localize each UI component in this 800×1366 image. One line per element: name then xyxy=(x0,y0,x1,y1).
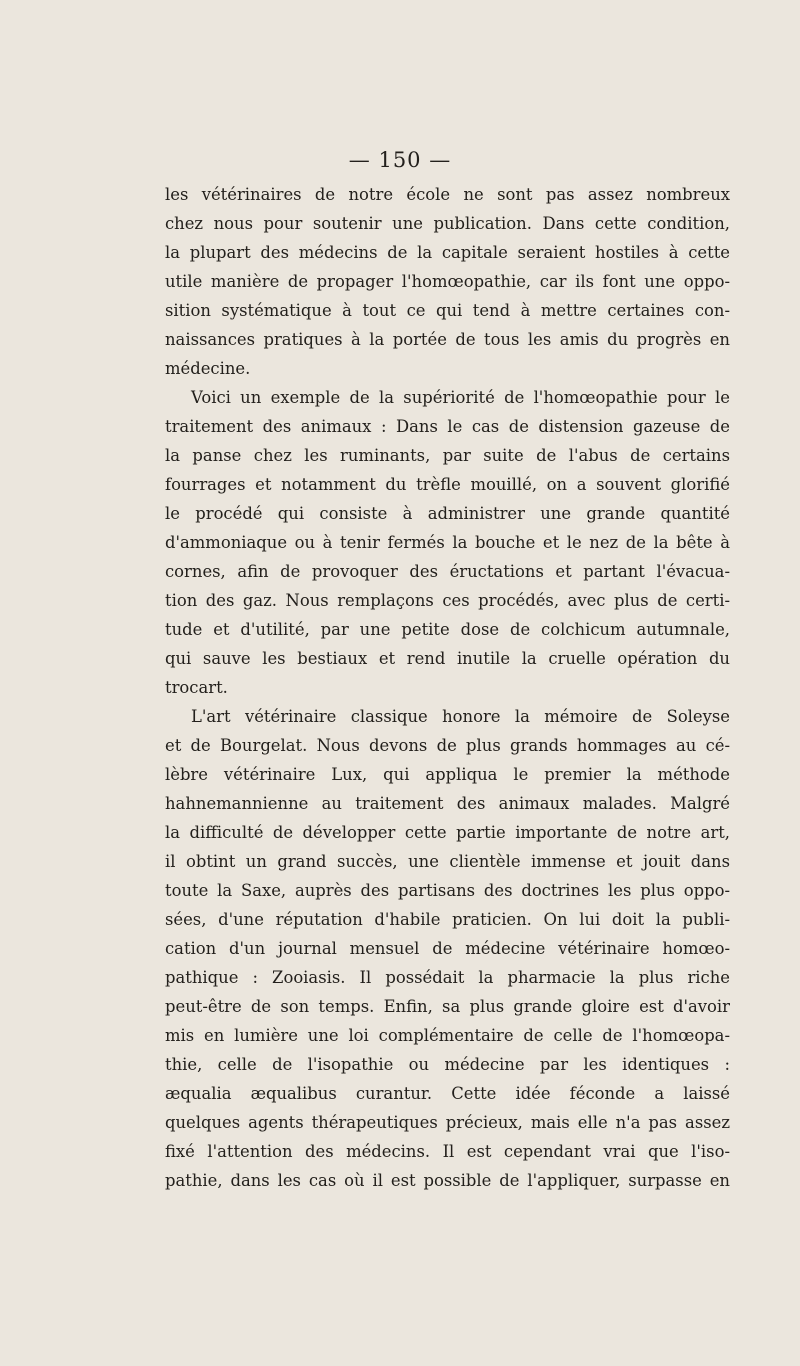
text-line: médecine. xyxy=(165,359,251,378)
text-line: fixé l'attention des médecins. Il est cependant vrai que l'iso- xyxy=(165,1142,730,1161)
text-line: fourrages et notamment du trèfle mouillé, on a souvent glorifié xyxy=(165,475,730,494)
text-line: cation d'un journal mensuel de médecine vétérinaire homœo- xyxy=(165,939,730,958)
text-line: la difficulté de développer cette partie importante de notre art, xyxy=(165,823,730,842)
text-line: pathie, dans les cas où il est possible de l'appliquer, surpasse en xyxy=(165,1171,730,1190)
text-line: chez nous pour soutenir une publication. Dans cette condition, xyxy=(165,214,730,233)
text-line: L'art vétérinaire classique honore la mémoire de Soleyse xyxy=(191,707,730,726)
text-line: peut-être de son temps. Enfin, sa plus grande gloire est d'avoir xyxy=(165,997,730,1016)
text-line: quelques agents thérapeutiques précieux, mais elle n'a pas assez xyxy=(165,1113,730,1132)
text-line: et de Bourgelat. Nous devons de plus grands hommages au cé- xyxy=(165,736,730,755)
text-line: tion des gaz. Nous remplaçons ces procédés, avec plus de certi- xyxy=(165,591,730,610)
text-line: æqualia æqualibus curantur. Cette idée féconde a laissé xyxy=(165,1084,730,1103)
text-line: thie, celle de l'isopathie ou médecine par les identiques : xyxy=(165,1055,730,1074)
text-line: trocart. xyxy=(165,678,228,697)
text-line: mis en lumière une loi complémentaire de celle de l'homœopa- xyxy=(165,1026,730,1045)
body-text xyxy=(165,180,730,1195)
text-line: sition systématique à tout ce qui tend à mettre certaines con- xyxy=(165,301,730,320)
text-line: il obtint un grand succès, une clientèle immense et jouit dans xyxy=(165,852,730,871)
page-number: — 150 — xyxy=(348,148,452,172)
text-line: la plupart des médecins de la capitale seraient hostiles à cette xyxy=(165,243,730,262)
text-line: Voici un exemple de la supériorité de l'homœopathie pour le xyxy=(191,388,730,407)
text-line: les vétérinaires de notre école ne sont pas assez nombreux xyxy=(165,185,730,204)
text-line: cornes, afin de provoquer des éructations et partant l'évacua- xyxy=(165,562,730,581)
text-line: lèbre vétérinaire Lux, qui appliqua le premier la méthode xyxy=(165,765,730,784)
text-line: qui sauve les bestiaux et rend inutile la cruelle opération du xyxy=(165,649,730,668)
text-line: le procédé qui consiste à administrer une grande quantité xyxy=(165,504,730,523)
text-line: pathique : Zooiasis. Il possédait la pharmacie la plus riche xyxy=(165,968,730,987)
text-line: toute la Saxe, auprès des partisans des doctrines les plus oppo- xyxy=(165,881,730,900)
text-line: hahnemannienne au traitement des animaux malades. Malgré xyxy=(165,794,730,813)
text-line: d'ammoniaque ou à tenir fermés la bouche et le nez de la bête à xyxy=(165,533,730,552)
text-line: naissances pratiques à la portée de tous les amis du progrès en xyxy=(165,330,730,349)
text-line: tude et d'utilité, par une petite dose de colchicum autumnale, xyxy=(165,620,730,639)
text-line: utile manière de propager l'homœopathie, car ils font une oppo- xyxy=(165,272,730,291)
text-line: la panse chez les ruminants, par suite de l'abus de certains xyxy=(165,446,730,465)
text-line: traitement des animaux : Dans le cas de distension gazeuse de xyxy=(165,417,730,436)
text-line: sées, d'une réputation d'habile praticien. On lui doit la publi- xyxy=(165,910,730,929)
